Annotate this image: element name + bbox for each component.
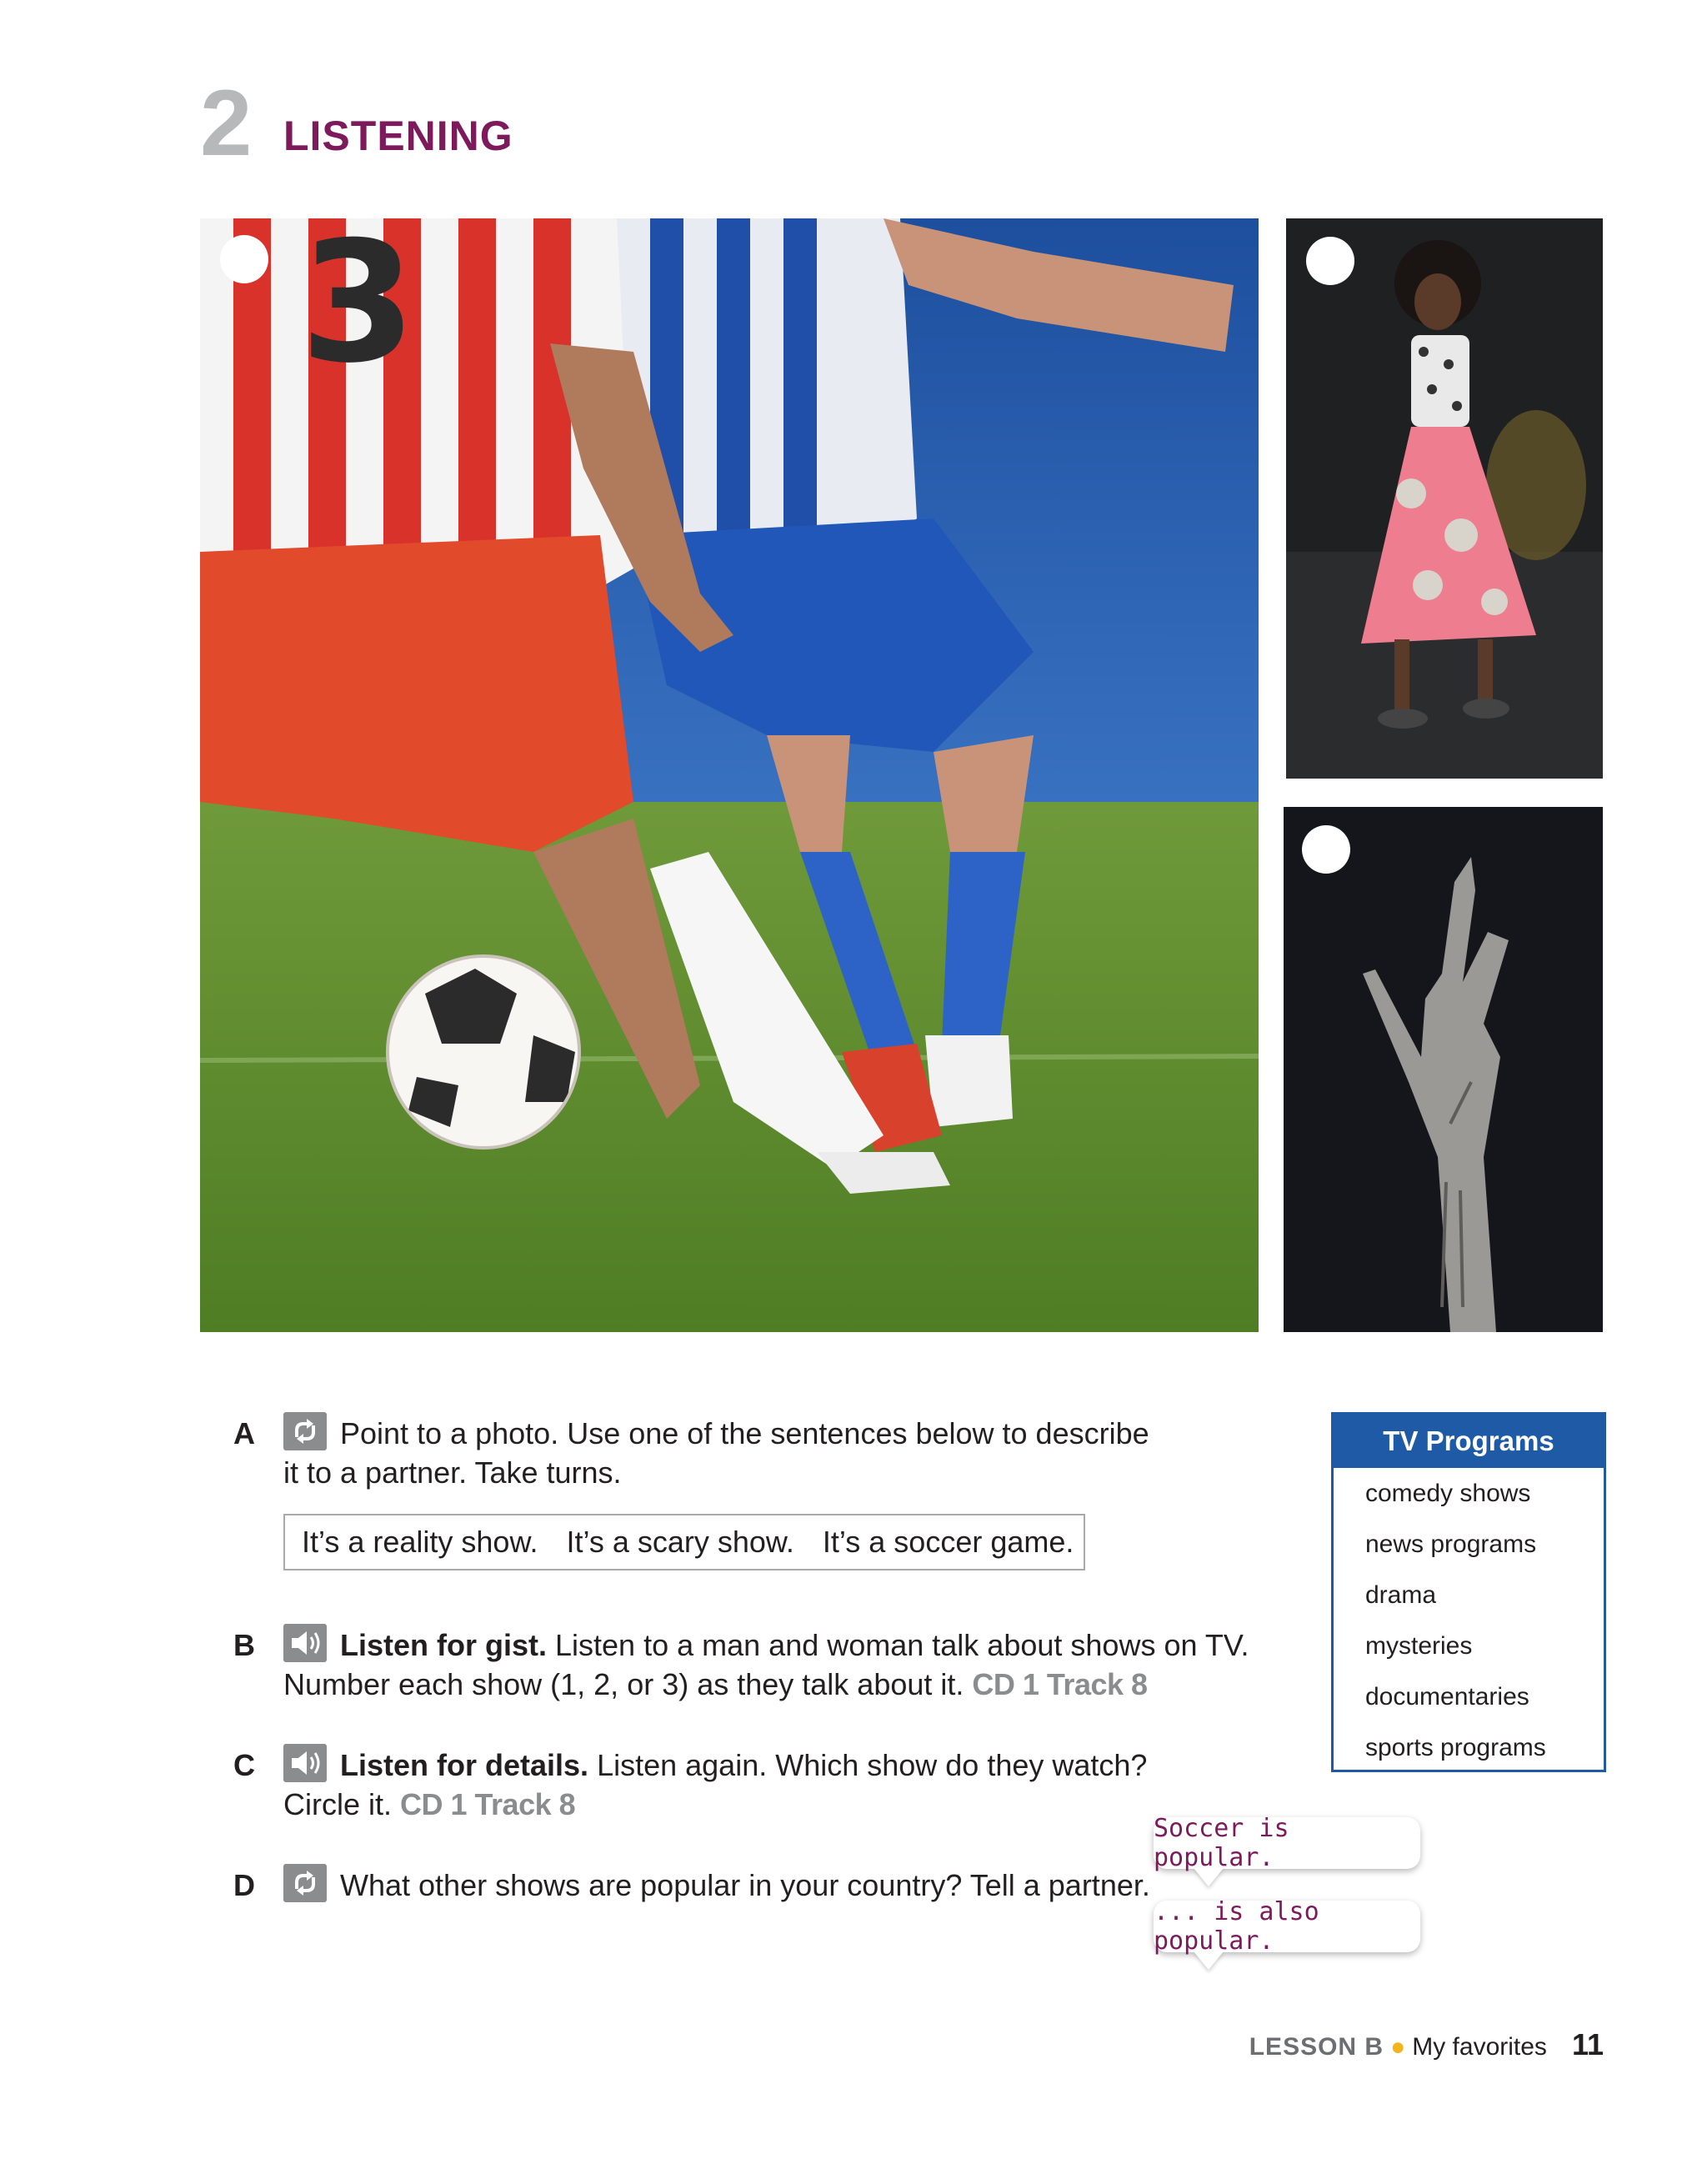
sentence-soccer: It’s a soccer game. (822, 1525, 1074, 1559)
photo-marker-circle[interactable] (1302, 825, 1350, 874)
tv-program-item: drama (1365, 1581, 1437, 1609)
sentence-scary: It’s a scary show. (566, 1525, 794, 1559)
activity-c-line2: Circle it. (283, 1787, 401, 1821)
activity-c-text-line1 (340, 1746, 1147, 1785)
soccer-photo[interactable] (200, 218, 1259, 1332)
photo-marker-circle[interactable] (1306, 237, 1354, 285)
tv-program-item: sports programs (1365, 1734, 1546, 1761)
section-title: LISTENING (283, 113, 513, 159)
activity-b-text-line1 (340, 1625, 1249, 1665)
tv-programs-box (1331, 1412, 1606, 1772)
svg-text:3: 3 (300, 218, 417, 400)
pair-work-icon (283, 1412, 327, 1450)
activity-d-letter: D (233, 1868, 255, 1902)
speech-bubble-1 (1154, 1814, 1420, 1872)
pair-work-icon (283, 1864, 327, 1902)
zombie-hand-photo[interactable] (1284, 807, 1603, 1332)
activity-a-text-line1: Point to a photo. Use one of the sentences below to describe (340, 1416, 1149, 1450)
activity-b-lead: Listen for gist. (340, 1628, 548, 1662)
tv-program-item: comedy shows (1365, 1480, 1531, 1507)
audio-icon[interactable] (283, 1744, 327, 1782)
tv-program-item: mysteries (1365, 1632, 1473, 1660)
activity-a-letter: A (233, 1416, 255, 1450)
page-number: 11 (1571, 2027, 1604, 2061)
activity-b-letter: B (233, 1628, 255, 1662)
tv-programs-title: TV Programs (1334, 1415, 1604, 1468)
activity-d-text: What other shows are popular in your country? Tell a partner. (340, 1868, 1150, 1902)
footer-lesson: LESSON B (1249, 2033, 1384, 2061)
speech-bubble-1-tail (1194, 1868, 1224, 1886)
speech-bubble-2-tail (1194, 1951, 1224, 1970)
tv-program-item: news programs (1365, 1530, 1537, 1558)
speech-bubble-1-text: Soccer is popular. (1154, 1814, 1289, 1872)
activity-c-text-line2 (283, 1785, 575, 1824)
activity-c-letter: C (233, 1748, 255, 1782)
activity-b-line2: Number each show (1, 2, or 3) as they talk about it. (283, 1667, 973, 1701)
audio-icon[interactable] (283, 1624, 327, 1662)
photo-marker-circle[interactable] (220, 235, 268, 283)
tv-program-item: documentaries (1365, 1683, 1529, 1711)
section-number: 2 (200, 71, 249, 175)
activity-a-text-line2: it to a partner. Take turns. (283, 1455, 622, 1490)
activity-b-cd-track: CD 1 Track 8 (972, 1667, 1148, 1701)
sentence-reality: It’s a reality show. (302, 1525, 538, 1559)
speech-bubble-2 (1154, 1897, 1420, 1956)
activity-c-line1: Listen again. Which show do they watch? (588, 1748, 1148, 1782)
page-footer (1249, 2027, 1604, 2062)
singer-photo[interactable] (1286, 218, 1603, 779)
activity-c-lead: Listen for details. (340, 1748, 589, 1782)
activity-b-text-line2 (283, 1665, 1148, 1704)
sentence-box (283, 1514, 1085, 1570)
activity-b-line1: Listen to a man and woman talk about shows on TV. (547, 1628, 1249, 1662)
footer-unit-title: My favorites (1412, 2033, 1547, 2061)
speech-bubble-2-text: ... is also popular. (1154, 1897, 1319, 1956)
activity-c-cd-track: CD 1 Track 8 (400, 1787, 576, 1821)
bullet-dot-icon: ● (1390, 2033, 1406, 2061)
